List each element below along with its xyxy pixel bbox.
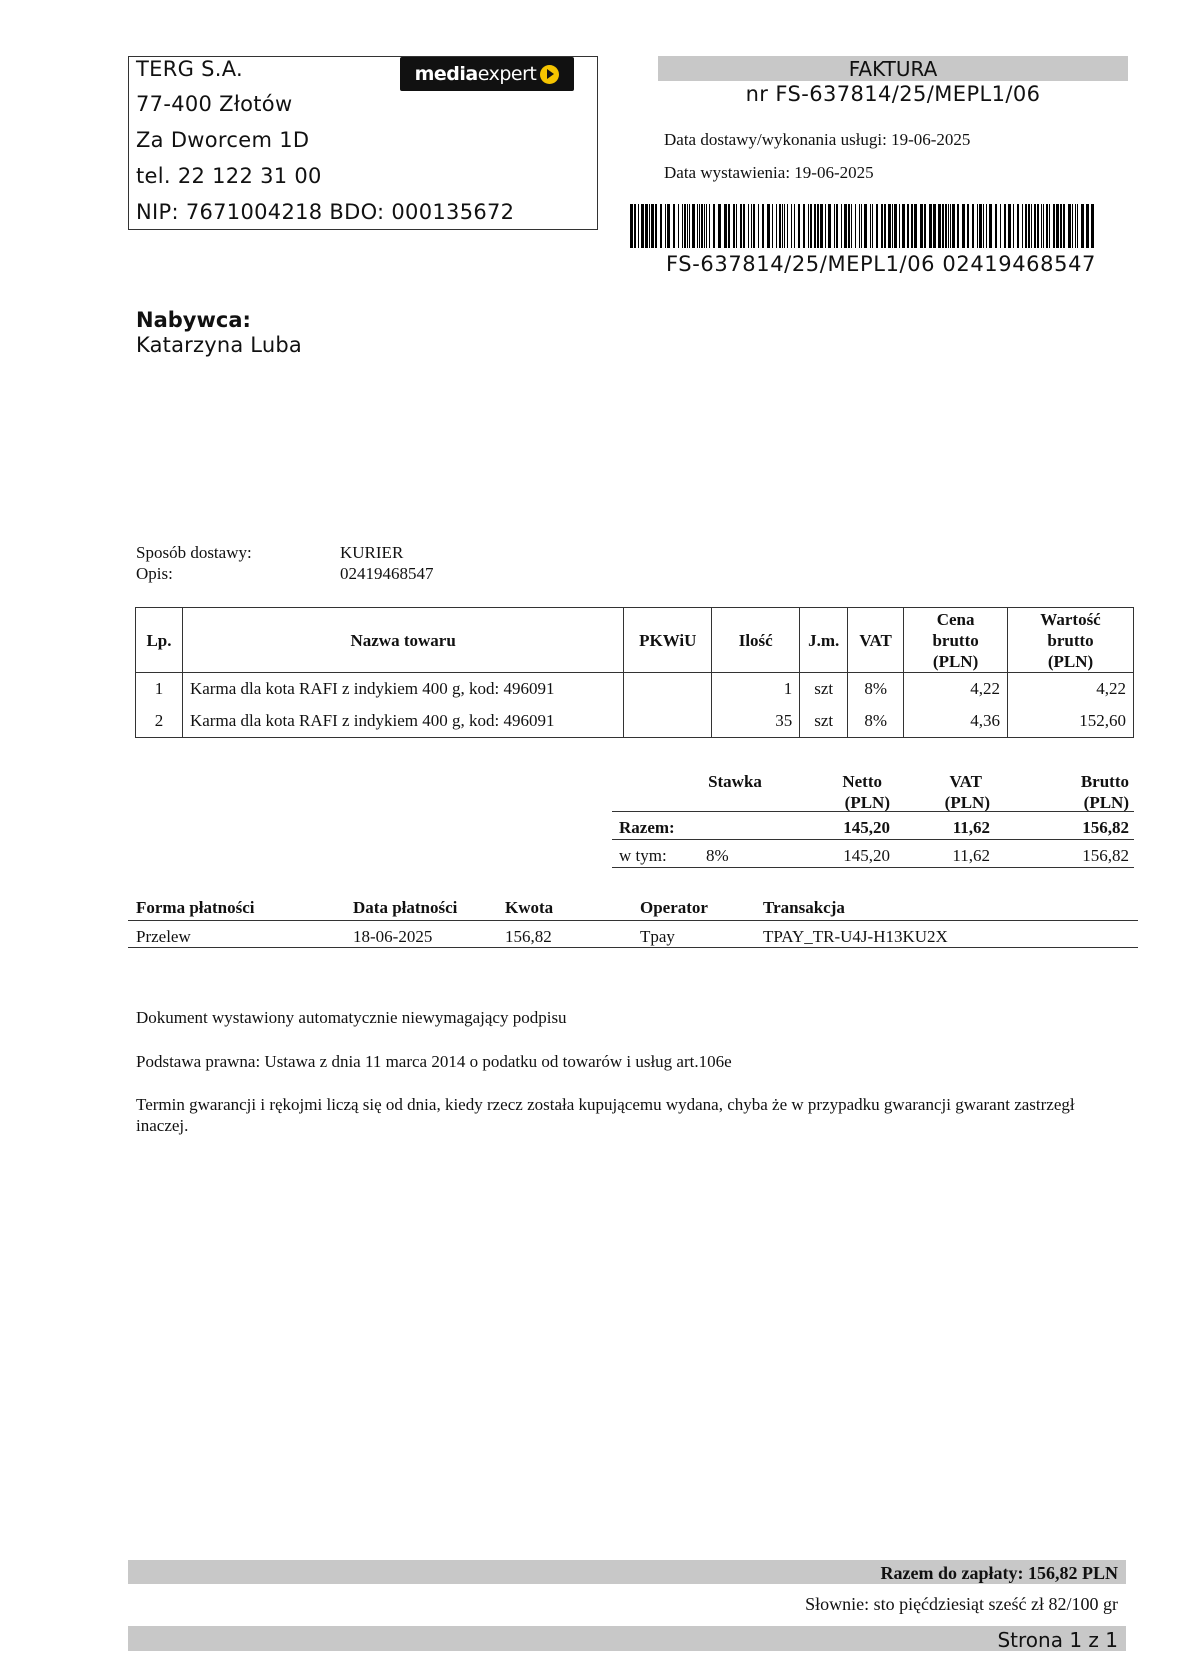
barcode-bar	[660, 204, 662, 248]
barcode-bar	[933, 204, 936, 248]
summary-net-header-l1: Netto	[842, 772, 882, 791]
summary-vat-header-l2: (PLN)	[944, 793, 990, 812]
barcode-bar	[825, 204, 826, 248]
barcode-bar	[709, 204, 710, 248]
col-vat: VAT	[848, 608, 904, 673]
barcode-bar	[724, 204, 727, 248]
cell-pkwiu	[624, 705, 712, 738]
barcode-bar	[876, 204, 878, 248]
cell-value: 4,22	[1008, 673, 1134, 706]
barcode-bar	[924, 204, 926, 248]
barcode-bar	[1072, 204, 1073, 248]
barcode-bar	[983, 204, 984, 248]
barcode-bar	[870, 204, 871, 248]
seller-phone: tel. 22 122 31 00	[136, 164, 322, 188]
barcode-bar	[645, 204, 648, 248]
barcode-bar	[848, 204, 850, 248]
barcode-text: FS-637814/25/MEPL1/06 02419468547	[665, 252, 1096, 276]
payment-amount: 156,82	[505, 927, 552, 946]
barcode-bar	[740, 204, 742, 248]
barcode-bar	[630, 204, 633, 248]
summary-net-header-l2: (PLN)	[844, 793, 890, 812]
seller-postal-city: 77-400 Złotów	[136, 92, 293, 116]
barcode-bar	[851, 204, 852, 248]
barcode-bar	[641, 204, 644, 248]
barcode-bar	[697, 204, 698, 248]
cell-unit: szt	[800, 705, 848, 738]
seller-name: TERG S.A.	[136, 57, 244, 81]
barcode-bar	[767, 204, 770, 248]
barcode-bar	[920, 204, 923, 248]
barcode-bar	[884, 204, 886, 248]
page-indicator: Strona 1 z 1	[997, 1628, 1118, 1652]
barcode-bar	[733, 204, 735, 248]
summary-vat-header	[890, 771, 990, 813]
summary-divider	[612, 839, 1134, 840]
cell-lp: 1	[136, 673, 183, 706]
barcode-bar	[810, 204, 812, 248]
barcode-bar	[787, 204, 788, 248]
summary-gross-header	[1010, 771, 1129, 813]
barcode-bar	[911, 204, 913, 248]
barcode-bar	[753, 204, 755, 248]
shipping-method-value: KURIER	[340, 543, 404, 562]
shipping-desc-label: Opis:	[136, 564, 173, 583]
summary-total-vat: 11,62	[952, 818, 990, 837]
payment-transaction-header: Transakcja	[763, 898, 845, 917]
buyer-label: Nabywca:	[136, 308, 251, 332]
note-auto-document: Dokument wystawiony automatycznie niewymagający podpisu	[136, 1008, 567, 1027]
summary-net-header	[790, 771, 890, 813]
barcode-bar	[687, 204, 688, 248]
barcode-bar	[834, 204, 835, 248]
barcode-bar	[1046, 204, 1048, 248]
barcode-bar	[892, 204, 893, 248]
barcode-bar	[665, 204, 666, 248]
note-legal-basis: Podstawa prawna: Ustawa z dnia 11 marca 2014 o podatku od towarów i usług art.106e	[136, 1052, 732, 1071]
barcode-bar	[914, 204, 917, 248]
summary-total-gross: 156,82	[1082, 818, 1129, 837]
buyer-name: Katarzyna Luba	[136, 333, 302, 357]
barcode-bar	[701, 204, 703, 248]
items-table	[135, 607, 1134, 738]
barcode-bar	[699, 204, 700, 248]
barcode-bar	[1041, 204, 1042, 248]
barcode-bar	[1017, 204, 1019, 248]
col-value-l3: (PLN)	[1047, 651, 1094, 671]
col-price-l1: Cena	[936, 609, 975, 629]
invoice-number: nr FS-637814/25/MEPL1/06	[745, 82, 1041, 106]
cell-name: Karma dla kota RAFI z indykiem 400 g, kod: 496091	[182, 705, 623, 738]
barcode-bar	[704, 204, 705, 248]
barcode-bar	[902, 204, 905, 248]
issue-date: Data wystawienia: 19-06-2025	[664, 163, 874, 182]
note-warranty: Termin gwarancji i rękojmi liczą się od dnia, kiedy rzecz została kupującemu wydana, chyba że w przypadku gwarancji gwarant zastrzegł inaczej.	[136, 1095, 1075, 1135]
barcode-bar	[907, 204, 909, 248]
barcode-bar	[844, 204, 847, 248]
barcode-bar	[758, 204, 759, 248]
barcode-bar	[1053, 204, 1055, 248]
barcode-bar	[1086, 204, 1089, 248]
barcode	[630, 204, 1096, 248]
amount-in-words: Słownie: sto pięćdziesiąt sześć zł 82/100 gr	[805, 1594, 1118, 1614]
barcode-bar	[1056, 204, 1059, 248]
summary-total-label: Razem:	[619, 818, 675, 837]
barcode-bar	[803, 204, 805, 248]
barcode-bar	[1013, 204, 1014, 248]
barcode-bar	[817, 204, 819, 248]
barcode-bar	[1022, 204, 1023, 248]
cell-lp: 2	[136, 705, 183, 738]
barcode-bar	[945, 204, 947, 248]
barcode-bar	[888, 204, 891, 248]
barcode-bar	[938, 204, 941, 248]
col-price	[904, 608, 1008, 673]
table-row	[136, 705, 1134, 738]
logo-text-rest: expert	[477, 63, 537, 85]
seller-street: Za Dworcem 1D	[136, 128, 310, 152]
barcode-bar	[899, 204, 900, 248]
barcode-bar	[1068, 204, 1071, 248]
cell-vat: 8%	[848, 673, 904, 706]
col-value-l1: Wartość	[1040, 609, 1101, 629]
barcode-bar	[762, 204, 764, 248]
barcode-bar	[718, 204, 721, 248]
cell-qty: 1	[712, 673, 800, 706]
col-unit: J.m.	[800, 608, 848, 673]
payment-amount-header: Kwota	[505, 898, 554, 917]
barcode-bar	[748, 204, 749, 248]
barcode-bar	[872, 204, 873, 248]
summary-total-net: 145,20	[843, 818, 890, 837]
barcode-bar	[855, 204, 856, 248]
payment-form: Przelew	[136, 927, 191, 946]
barcode-bar	[957, 204, 959, 248]
col-lp: Lp.	[136, 608, 183, 673]
barcode-bar	[979, 204, 982, 248]
barcode-bar	[814, 204, 816, 248]
barcode-bar	[782, 204, 783, 248]
payment-divider	[128, 920, 1138, 921]
col-pkwiu: PKWiU	[624, 608, 712, 673]
barcode-bar	[972, 204, 974, 248]
barcode-bar	[678, 204, 679, 248]
barcode-bar	[649, 204, 650, 248]
barcode-bar	[682, 204, 683, 248]
barcode-bar	[673, 204, 675, 248]
barcode-bar	[948, 204, 949, 248]
barcode-bar	[828, 204, 831, 248]
barcode-bar	[1081, 204, 1084, 248]
barcode-bar	[861, 204, 862, 248]
payment-operator: Tpay	[640, 927, 675, 946]
play-icon	[540, 65, 559, 84]
barcode-bar	[692, 204, 695, 248]
col-price-l3: (PLN)	[932, 651, 979, 671]
payment-operator-header: Operator	[640, 898, 708, 917]
barcode-bar	[942, 204, 944, 248]
payment-transaction: TPAY_TR-U4J-H13KU2X	[763, 927, 948, 946]
barcode-bar	[1043, 204, 1044, 248]
barcode-bar	[689, 204, 690, 248]
summary-gross-header-l1: Brutto	[1080, 772, 1129, 791]
barcode-bar	[986, 204, 987, 248]
barcode-bar	[995, 204, 997, 248]
barcode-bar	[967, 204, 969, 248]
barcode-bar	[634, 204, 636, 248]
total-due: Razem do zapłaty: 156,82 PLN	[880, 1563, 1118, 1583]
summary-divider	[612, 811, 1134, 812]
barcode-bar	[1008, 204, 1011, 248]
barcode-bar	[779, 204, 781, 248]
barcode-bar	[1000, 204, 1001, 248]
barcode-bar	[655, 204, 657, 248]
payment-form-header: Forma płatności	[136, 898, 255, 917]
payment-date-header: Data płatności	[353, 898, 458, 917]
barcode-bar	[1028, 204, 1030, 248]
barcode-bar	[651, 204, 654, 248]
mediaexpert-logo	[400, 57, 574, 91]
barcode-bar	[881, 204, 883, 248]
barcode-bar	[950, 204, 951, 248]
barcode-bar	[798, 204, 800, 248]
cell-name: Karma dla kota RAFI z indykiem 400 g, kod: 496091	[182, 673, 623, 706]
barcode-bar	[713, 204, 715, 248]
summary-rate-header: Stawka	[708, 772, 762, 791]
summary-gross-header-l2: (PLN)	[1083, 793, 1129, 812]
barcode-bar	[743, 204, 745, 248]
barcode-bar	[952, 204, 955, 248]
summary-divider	[612, 867, 1134, 868]
cell-price: 4,22	[904, 673, 1008, 706]
barcode-bar	[929, 204, 932, 248]
barcode-bar	[977, 204, 978, 248]
barcode-bar	[1004, 204, 1006, 248]
barcode-bar	[667, 204, 670, 248]
barcode-bar	[638, 204, 639, 248]
col-value-l2: brutto	[1047, 630, 1094, 650]
items-header-row	[136, 608, 1134, 673]
cell-value: 152,60	[1008, 705, 1134, 738]
barcode-bar	[736, 204, 737, 248]
barcode-bar	[1060, 204, 1062, 248]
summary-vat-header-l1: VAT	[949, 772, 982, 791]
barcode-bar	[1091, 204, 1094, 248]
barcode-bar	[1034, 204, 1036, 248]
barcode-bar	[808, 204, 809, 248]
barcode-bar	[751, 204, 752, 248]
summary-breakdown-rate: 8%	[706, 846, 729, 865]
barcode-bar	[836, 204, 838, 248]
barcode-bar	[728, 204, 730, 248]
barcode-bar	[1037, 204, 1039, 248]
barcode-bar	[894, 204, 897, 248]
cell-price: 4,36	[904, 705, 1008, 738]
table-row	[136, 673, 1134, 706]
summary-breakdown-net: 145,20	[843, 846, 890, 865]
shipping-desc-value: 02419468547	[340, 564, 434, 583]
cell-unit: szt	[800, 673, 848, 706]
shipping-method-label: Sposób dostawy:	[136, 543, 252, 562]
delivery-date: Data dostawy/wykonania usługi: 19-06-2025	[664, 130, 971, 149]
col-value	[1008, 608, 1134, 673]
barcode-bar	[794, 204, 795, 248]
cell-pkwiu	[624, 673, 712, 706]
barcode-bar	[1075, 204, 1076, 248]
barcode-bar	[684, 204, 686, 248]
logo-text-bold: media	[414, 63, 478, 85]
col-qty: Ilość	[712, 608, 800, 673]
col-price-l2: brutto	[932, 630, 979, 650]
barcode-bar	[1049, 204, 1050, 248]
barcode-bar	[864, 204, 867, 248]
summary-breakdown-label: w tym:	[619, 846, 667, 865]
barcode-bar	[1063, 204, 1065, 248]
barcode-bar	[820, 204, 823, 248]
barcode-bar	[962, 204, 965, 248]
summary-breakdown-vat: 11,62	[952, 846, 990, 865]
barcode-bar	[1031, 204, 1032, 248]
barcode-bar	[859, 204, 860, 248]
barcode-bar	[989, 204, 992, 248]
barcode-bar	[776, 204, 777, 248]
summary-breakdown-gross: 156,82	[1082, 846, 1129, 865]
barcode-bar	[784, 204, 785, 248]
payment-divider	[128, 947, 1138, 948]
barcode-bar	[1077, 204, 1078, 248]
barcode-bar	[706, 204, 707, 248]
col-name: Nazwa towaru	[182, 608, 623, 673]
payment-date: 18-06-2025	[353, 927, 433, 946]
invoice-title: FAKTURA	[658, 56, 1128, 81]
cell-vat: 8%	[848, 705, 904, 738]
barcode-bar	[791, 204, 792, 248]
seller-nip-bdo: NIP: 7671004218 BDO: 000135672	[136, 200, 515, 224]
barcode-bar	[772, 204, 773, 248]
barcode-bar	[1025, 204, 1027, 248]
cell-qty: 35	[712, 705, 800, 738]
barcode-bar	[841, 204, 842, 248]
